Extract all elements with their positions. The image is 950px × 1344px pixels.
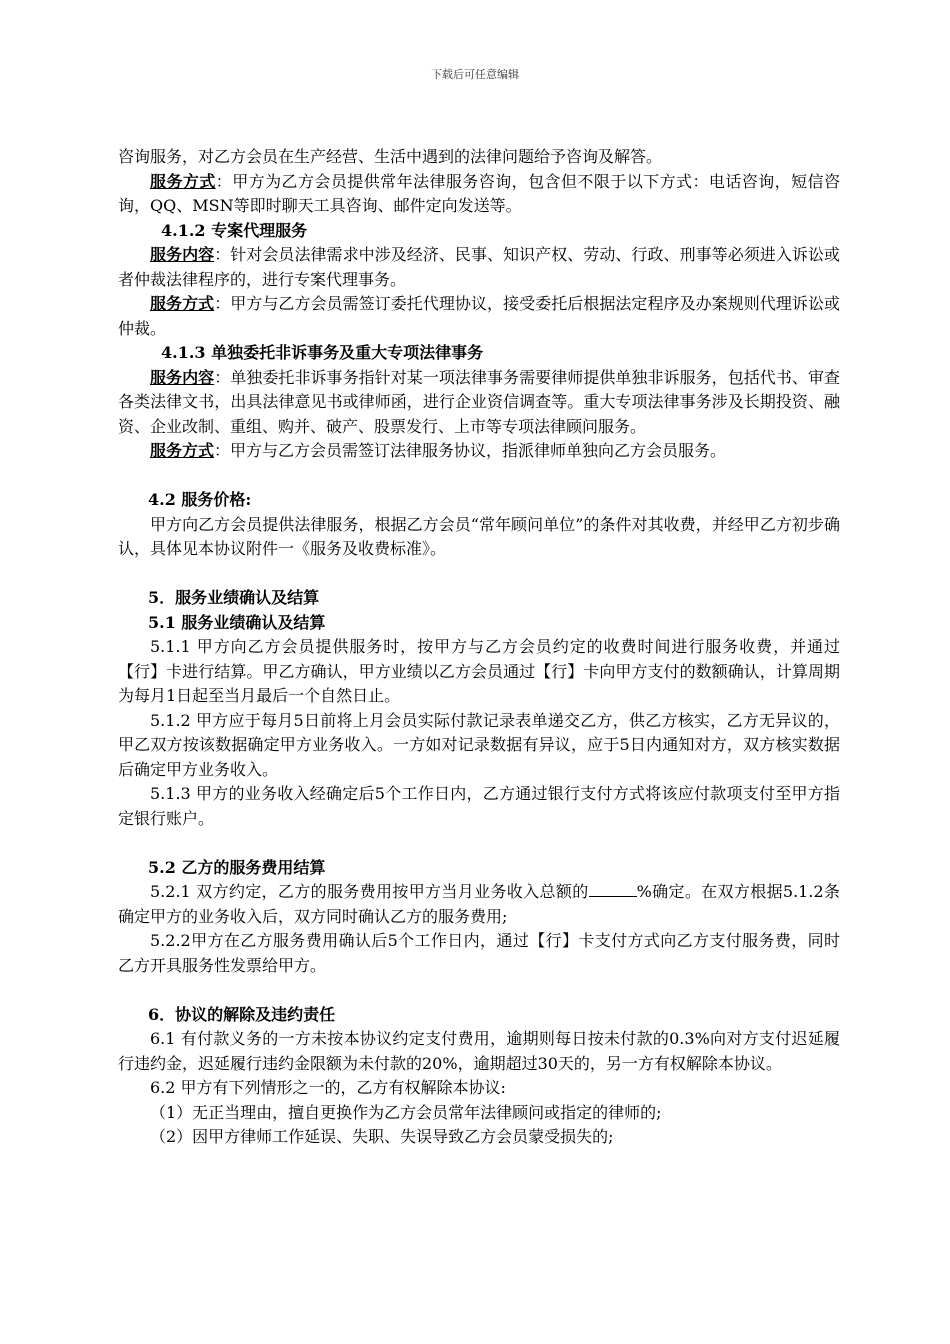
paragraph-5-1-1: 5.1.1 甲方向乙方会员提供服务时，按甲方与乙方会员约定的收费时间进行服务收费，并通过【行】卡进行结算。甲乙方确认，甲方业绩以乙方会员通过【行】卡向甲方支付的数额确认，计算周期为每月1日起至当月最后一个自然日止。 bbox=[118, 637, 840, 705]
service-method-label: 服务方式 bbox=[150, 171, 216, 191]
paragraph-6-1: 6.1 有付款义务的一方未按本协议约定支付费用，逾期则每日按未付款的0.3%向对方支付迟延履行违约金，迟延履行违约金限额为未付款的20%，逾期超过30天的，另一方有权解除本协议。 bbox=[118, 1029, 840, 1073]
paragraph-412-content bbox=[118, 243, 840, 292]
paragraph-consult-continued: 咨询服务，对乙方会员在生产经营、生活中遇到的法律问题给予咨询及解答。 bbox=[118, 147, 663, 166]
service-method-label: 服务方式 bbox=[150, 441, 215, 460]
heading-4-1-3: 4.1.3 单独委托非诉事务及重大专项法律事务 bbox=[161, 343, 484, 362]
service-method-text: ：甲方与乙方会员需签订委托代理协议，接受委托后根据法定程序及办案规则代理诉讼或仲裁。 bbox=[118, 294, 840, 338]
service-method-text: ：甲方与乙方会员需签订法律服务协议，指派律师单独向乙方会员服务。 bbox=[214, 441, 727, 460]
heading-4-2: 4.2 服务价格: bbox=[148, 490, 252, 509]
service-content-text: ：单独委托非诉事务指针对某一项法律事务需要律师提供单独非诉服务，包括代书、审查各类法律文书，出具法律意见书或律师函，进行企业资信调查等。重大专项法律事务涉及长期投资、融资、企业改制、重组、购并、破产、股票发行、上市等专项法律顾问服务。 bbox=[118, 367, 840, 436]
service-method-text: ：甲方为乙方会员提供常年法律服务咨询，包含但不限于以下方式：电话咨询，短信咨询，QQ、MSN等即时聊天工具咨询、邮件定向发送等。 bbox=[118, 171, 840, 215]
list-item-6-2-1: （1）无正当理由，擅自更换作为乙方会员常年法律顾问或指定的律师的; bbox=[150, 1102, 662, 1122]
paragraph-5-2-1-end: %确定。在双方根据5.1.2条确定甲方的业务收入后，双方同时确认乙方的服务费用; bbox=[118, 882, 840, 926]
list-item-6-2-2: （2）因甲方律师工作延误、失职、失误导致乙方会员蒙受损失的; bbox=[150, 1127, 614, 1146]
paragraph-413-content bbox=[118, 366, 840, 440]
heading-5: 5．服务业绩确认及结算 bbox=[148, 588, 320, 607]
paragraph-5-1-3: 5.1.3 甲方的业务收入经确定后5个工作日内，乙方通过银行支付方式将该应付款项支付至甲方指定银行账户。 bbox=[118, 784, 840, 828]
paragraph-411-method bbox=[118, 170, 840, 219]
paragraph-5-1-2: 5.1.2 甲方应于每月5日前将上月会员实际付款记录表单递交乙方，供乙方核实，乙方无异议的，甲乙双方按该数据确定甲方业务收入。一方如对记录数据有异议，应于5日内通知对方，双方核实数据后确定甲方业务收入。 bbox=[118, 710, 840, 779]
document-body bbox=[118, 145, 840, 1150]
paragraph-5-2-1-start: 5.2.1 双方约定，乙方的服务费用按甲方当月业务收入总额的 bbox=[150, 882, 589, 901]
service-content-text: ：针对会员法律需求中涉及经济、民事、知识产权、劳动、行政、刑事等必须进入诉讼或者仲裁法律程序的，进行专案代理事务。 bbox=[118, 245, 840, 289]
spacer bbox=[118, 464, 840, 489]
spacer bbox=[118, 562, 840, 587]
paragraph-5-2-1 bbox=[118, 880, 840, 929]
heading-6: 6．协议的解除及违约责任 bbox=[148, 1004, 336, 1024]
paragraph-4-2: 甲方向乙方会员提供法律服务，根据乙方会员“常年顾问单位”的条件对其收费，并经甲乙方初步确认，具体见本协议附件一《服务及收费标准》。 bbox=[118, 514, 840, 558]
heading-5-2: 5.2 乙方的服务费用结算 bbox=[148, 857, 326, 877]
service-content-label: 服务内容 bbox=[150, 367, 215, 387]
heading-5-1: 5.1 服务业绩确认及结算 bbox=[148, 612, 326, 632]
paragraph-413-method bbox=[118, 439, 840, 464]
percentage-blank-line bbox=[589, 882, 637, 897]
paragraph-5-2-2: 5.2.2甲方在乙方服务费用确认后5个工作日内，通过【行】卡支付方式向乙方支付服务费，同时乙方开具服务性发票给甲方。 bbox=[118, 931, 840, 975]
paragraph-6-2: 6.2 甲方有下列情形之一的，乙方有权解除本协议: bbox=[150, 1078, 506, 1097]
page-header: 下载后可任意编辑 bbox=[431, 68, 519, 81]
service-content-label: 服务内容 bbox=[150, 245, 215, 264]
heading-4-1-2: 4.1.2 专案代理服务 bbox=[161, 220, 308, 240]
paragraph-412-method bbox=[118, 292, 840, 341]
spacer bbox=[118, 978, 840, 1003]
service-method-label: 服务方式 bbox=[150, 294, 215, 313]
spacer bbox=[118, 831, 840, 856]
